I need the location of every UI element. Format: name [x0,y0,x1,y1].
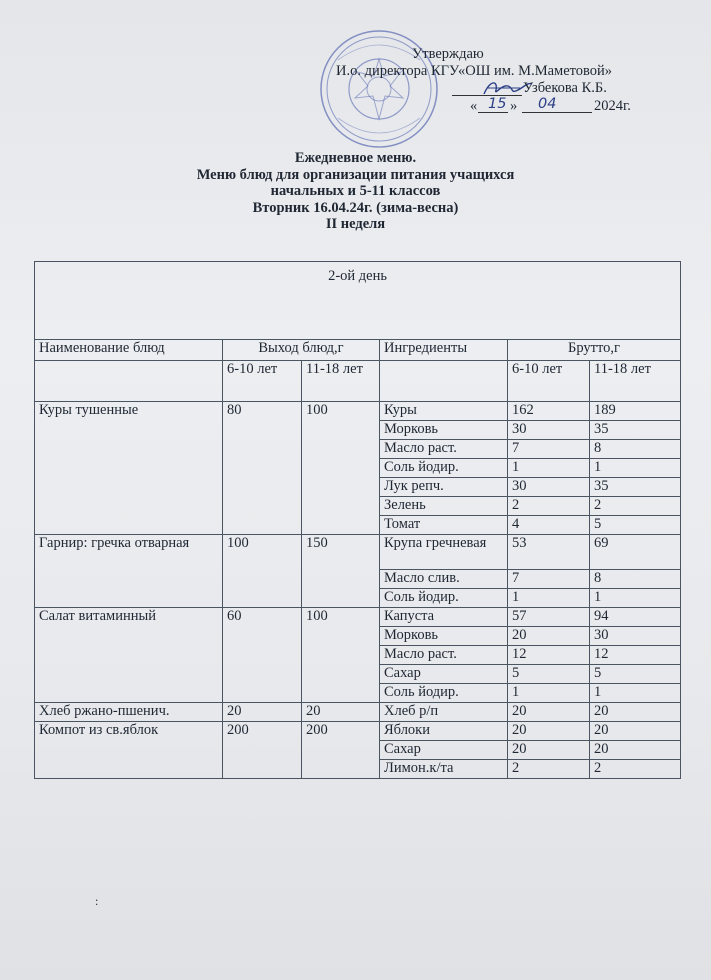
approver-name: Узбекова К.Б. [523,80,607,96]
date-month: 04 [538,96,557,112]
date-close-quote: » [510,98,518,114]
dish-output-age2: 200 [302,722,380,779]
ingredient-name: Хлеб р/п [380,703,508,722]
date-year: 2024г. [594,98,631,114]
brutto-age2: 35 [590,478,681,497]
brutto-age2: 12 [590,646,681,665]
brutto-age1: 20 [508,627,590,646]
brutto-age1: 30 [508,478,590,497]
subheader-brutto-age2: 11-18 лет [590,361,681,402]
brutto-age1: 7 [508,570,590,589]
brutto-age2: 35 [590,421,681,440]
ingredient-name: Крупа гречневая [380,535,508,570]
ingredient-name: Морковь [380,421,508,440]
brutto-age2: 20 [590,722,681,741]
ingredient-name: Лук репч. [380,478,508,497]
table-row [35,402,681,421]
brutto-age1: 30 [508,421,590,440]
dish-name: Компот из св.яблок [35,722,223,779]
ingredient-name: Зелень [380,497,508,516]
brutto-age1: 20 [508,703,590,722]
brutto-age1: 1 [508,589,590,608]
brutto-age2: 20 [590,741,681,760]
date-day-line [478,112,508,113]
date-month-line [522,112,592,113]
dish-output-age1: 100 [223,535,302,608]
header-output: Выход блюд,г [223,340,380,361]
ingredient-name: Соль йодир. [380,589,508,608]
brutto-age2: 5 [590,665,681,684]
subheader-empty [380,361,508,402]
day-label: 2-ой день [35,262,681,340]
brutto-age2: 1 [590,684,681,703]
ingredient-name: Сахар [380,741,508,760]
brutto-age2: 69 [590,535,681,570]
menu-table [34,261,681,779]
dish-output-age1: 20 [223,703,302,722]
table-row [35,608,681,627]
brutto-age2: 1 [590,589,681,608]
ingredient-name: Лимон.к/та [380,760,508,779]
subheader-output-age1: 6-10 лет [223,361,302,402]
dish-output-age2: 100 [302,608,380,703]
brutto-age1: 2 [508,497,590,516]
brutto-age2: 20 [590,703,681,722]
dish-output-age2: 20 [302,703,380,722]
brutto-age1: 12 [508,646,590,665]
ingredient-name: Сахар [380,665,508,684]
brutto-age1: 2 [508,760,590,779]
dish-output-age2: 150 [302,535,380,608]
title-daily-menu: Ежедневное меню. [294,150,417,166]
brutto-age2: 1 [590,459,681,478]
brutto-age1: 53 [508,535,590,570]
header-dish-name: Наименование блюд [35,340,223,361]
brutto-age1: 4 [508,516,590,535]
dish-output-age1: 200 [223,722,302,779]
title-classes: начальных и 5-11 классов [270,183,441,199]
brutto-age2: 94 [590,608,681,627]
brutto-age1: 7 [508,440,590,459]
brutto-age1: 20 [508,722,590,741]
ingredient-name: Масло слив. [380,570,508,589]
ingredient-name: Соль йодир. [380,459,508,478]
subheader-empty [35,361,223,402]
brutto-age2: 8 [590,440,681,459]
ingredient-name: Куры [380,402,508,421]
brutto-age1: 1 [508,684,590,703]
table-row [35,703,681,722]
brutto-age1: 57 [508,608,590,627]
dish-output-age1: 60 [223,608,302,703]
ingredient-name: Яблоки [380,722,508,741]
stray-mark: : [95,894,99,908]
dish-output-age2: 100 [302,402,380,535]
subheader-output-age2: 11-18 лет [302,361,380,402]
date-day: 15 [488,96,507,112]
menu-titles [0,150,711,233]
brutto-age1: 162 [508,402,590,421]
brutto-age2: 189 [590,402,681,421]
header-ingredients: Ингредиенты [380,340,508,361]
approval-heading: Утверждаю [412,46,484,62]
brutto-age1: 1 [508,459,590,478]
title-date: Вторник 16.04.24г. (зима-весна) [252,199,459,216]
brutto-age1: 20 [508,741,590,760]
brutto-age2: 8 [590,570,681,589]
title-week: II неделя [325,216,386,232]
date-open-quote: « [470,98,478,114]
ingredient-name: Масло раст. [380,646,508,665]
table-row [35,722,681,741]
brutto-age2: 2 [590,497,681,516]
approval-position: И.о. директора КГУ«ОШ им. М.Маметовой» [336,63,613,79]
ingredient-name: Соль йодир. [380,684,508,703]
subheader-brutto-age1: 6-10 лет [508,361,590,402]
title-menu-purpose: Меню блюд для организации питания учащихся [196,166,515,183]
brutto-age2: 2 [590,760,681,779]
dish-name: Куры тушенные [35,402,223,535]
dish-name: Салат витаминный [35,608,223,703]
ingredient-name: Томат [380,516,508,535]
ingredient-name: Капуста [380,608,508,627]
dish-name: Хлеб ржано-пшенич. [35,703,223,722]
table-row [35,535,681,570]
dish-output-age1: 80 [223,402,302,535]
brutto-age2: 5 [590,516,681,535]
ingredient-name: Морковь [380,627,508,646]
brutto-age1: 5 [508,665,590,684]
header-brutto: Брутто,г [508,340,681,361]
dish-name: Гарнир: гречка отварная [35,535,223,608]
brutto-age2: 30 [590,627,681,646]
ingredient-name: Масло раст. [380,440,508,459]
